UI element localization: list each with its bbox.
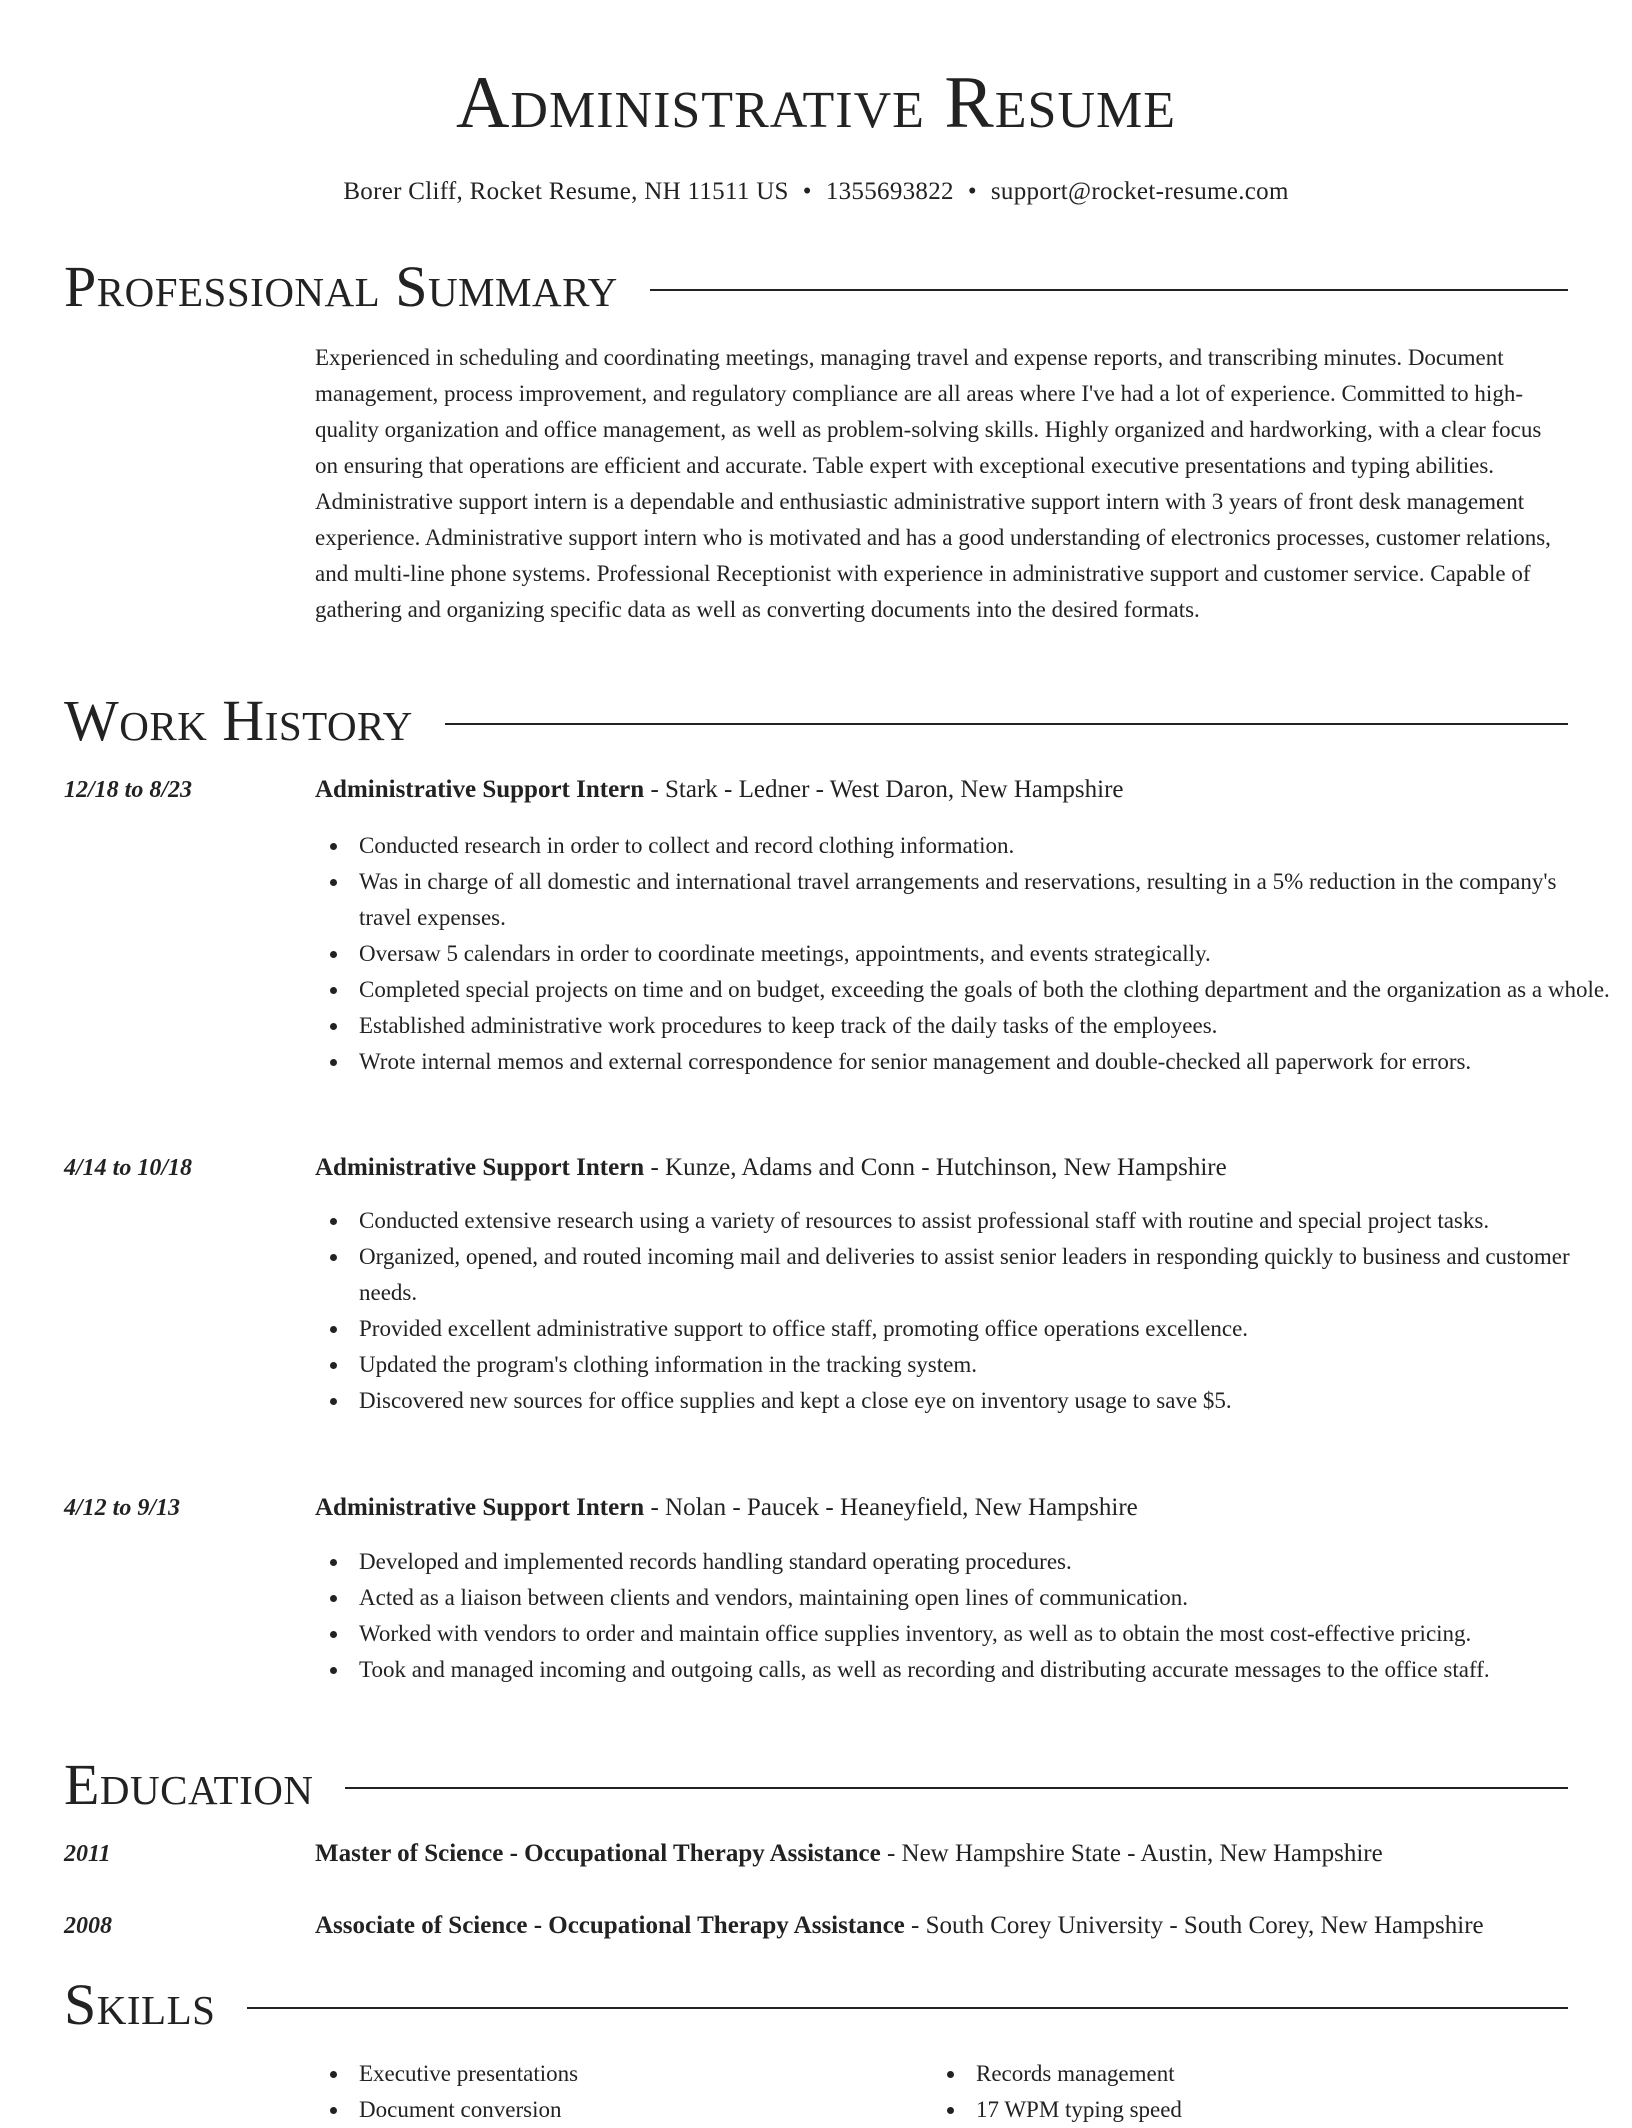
contact-email[interactable]: support@rocket-resume.com xyxy=(990,178,1289,205)
job-bullet: Acted as a liaison between clients and vendors, maintaining open lines of communication. xyxy=(359,1580,1612,1616)
section-divider xyxy=(247,2007,1568,2009)
job-bullet: Oversaw 5 calendars in order to coordinate meetings, appointments, and events strategically. xyxy=(359,936,1612,972)
job-bullet: Established administrative work procedures to keep track of the daily tasks of the employees. xyxy=(359,1008,1612,1044)
section-divider xyxy=(650,289,1568,291)
job-bullet: Provided excellent administrative support to office staff, promoting office operations excellence. xyxy=(359,1311,1612,1347)
job-heading xyxy=(315,1490,1568,1526)
education-date: 2011 xyxy=(64,1841,111,1867)
contact-phone: 1355693822 xyxy=(825,178,954,205)
job-bullet: Completed special projects on time and on budget, exceeding the goals of both the clothing department and the organization as a whole. xyxy=(359,972,1612,1008)
education-date: 2008 xyxy=(64,1913,112,1939)
contact-line xyxy=(64,174,1568,210)
job-title: Administrative Support Intern xyxy=(315,1494,645,1521)
job-bullet: Discovered new sources for office supplies and kept a close eye on inventory usage to save $5. xyxy=(359,1383,1612,1419)
section-title-summary: Professional Summary xyxy=(64,254,618,319)
section-title-work-history: Work History xyxy=(64,688,413,753)
section-divider xyxy=(345,1787,1568,1789)
job-title: Administrative Support Intern xyxy=(315,1154,645,1181)
job-bullet: Conducted research in order to collect and record clothing information. xyxy=(359,828,1612,864)
education-heading xyxy=(315,1836,1585,1872)
skill-item: Records management xyxy=(976,2056,1566,2092)
section-title-skills: Skills xyxy=(64,1972,216,2037)
job-date: 12/18 to 8/23 xyxy=(64,777,193,803)
job-employer: - Nolan - Paucek - Heaneyfield, New Hampshire xyxy=(644,1494,1138,1521)
section-divider xyxy=(445,723,1568,725)
education-school: - South Corey University - South Corey, New Hampshire xyxy=(904,1912,1484,1939)
education-degree: Master of Science - Occupational Therapy Assistance xyxy=(315,1840,881,1867)
section-header-work-history xyxy=(64,686,1568,756)
contact-address: Borer Cliff, Rocket Resume, NH 11511 US xyxy=(343,178,789,205)
job-date: 4/14 to 10/18 xyxy=(64,1155,193,1181)
job-bullets xyxy=(315,1544,1612,1688)
job-title: Administrative Support Intern xyxy=(315,776,645,803)
section-header-skills xyxy=(64,1970,1568,2040)
job-bullet: Conducted extensive research using a variety of resources to assist professional staff with routine and special project tasks. xyxy=(359,1203,1612,1239)
skill-item: 17 WPM typing speed xyxy=(976,2092,1566,2128)
contact-separator: • xyxy=(967,178,977,205)
summary-text: Experienced in scheduling and coordinating meetings, managing travel and expense reports, and transcribing minutes. Document management, process improvement, and regulatory compliance are all areas where I've had a lot of experience. Committed to high-quality organization and office management, as well as problem-solving skills. Highly organized and hardworking, with a clear focus on ensuring that operations are efficient and accurate. Table expert with exceptional executive presentations and typing abilities. Administrative support intern is a dependable and enthusiastic administrative support intern with 3 years of front desk management experience. Administrative support intern who is motivated and has a good understanding of electronics processes, customer relations, and multi-line phone systems. Professional Receptionist with experience in administrative support and customer service. Capable of gathering and organizing specific data as well as converting documents into the desired formats. xyxy=(315,345,1551,622)
job-bullets xyxy=(315,1203,1612,1419)
skills-list-left xyxy=(315,2056,919,2128)
education-school: - New Hampshire State - Austin, New Hampshire xyxy=(880,1840,1383,1867)
education-heading xyxy=(315,1908,1585,1944)
job-bullet: Worked with vendors to order and maintain office supplies inventory, as well as to obtain the most cost-effective pricing. xyxy=(359,1616,1612,1652)
job-bullet: Took and managed incoming and outgoing calls, as well as recording and distributing accurate messages to the office staff. xyxy=(359,1652,1612,1688)
skill-item: Document conversion xyxy=(359,2092,919,2128)
job-bullet: Developed and implemented records handling standard operating procedures. xyxy=(359,1544,1612,1580)
education-degree: Associate of Science - Occupational Therapy Assistance xyxy=(315,1912,905,1939)
contact-separator: • xyxy=(802,178,812,205)
job-heading xyxy=(315,772,1568,808)
job-bullet: Wrote internal memos and external correspondence for senior management and double-checked all paperwork for errors. xyxy=(359,1044,1612,1080)
skill-item: Executive presentations xyxy=(359,2056,919,2092)
job-employer: - Kunze, Adams and Conn - Hutchinson, New Hampshire xyxy=(644,1154,1227,1181)
job-bullet: Was in charge of all domestic and international travel arrangements and reservations, resulting in a 5% reduction in the company's travel expenses. xyxy=(359,864,1612,936)
job-employer: - Stark - Ledner - West Daron, New Hampshire xyxy=(644,776,1124,803)
job-bullet: Organized, opened, and routed incoming mail and deliveries to assist senior leaders in responding quickly to business and customer needs. xyxy=(359,1239,1612,1311)
section-header-summary xyxy=(64,252,1568,322)
job-heading xyxy=(315,1150,1568,1186)
skills-list-right xyxy=(932,2056,1566,2128)
job-bullet: Updated the program's clothing information in the tracking system. xyxy=(359,1347,1612,1383)
resume-title: Administrative Resume xyxy=(455,62,1177,144)
job-bullets xyxy=(315,828,1612,1080)
job-date: 4/12 to 9/13 xyxy=(64,1495,181,1521)
section-title-education: Education xyxy=(64,1752,314,1817)
section-header-education xyxy=(64,1750,1568,1820)
